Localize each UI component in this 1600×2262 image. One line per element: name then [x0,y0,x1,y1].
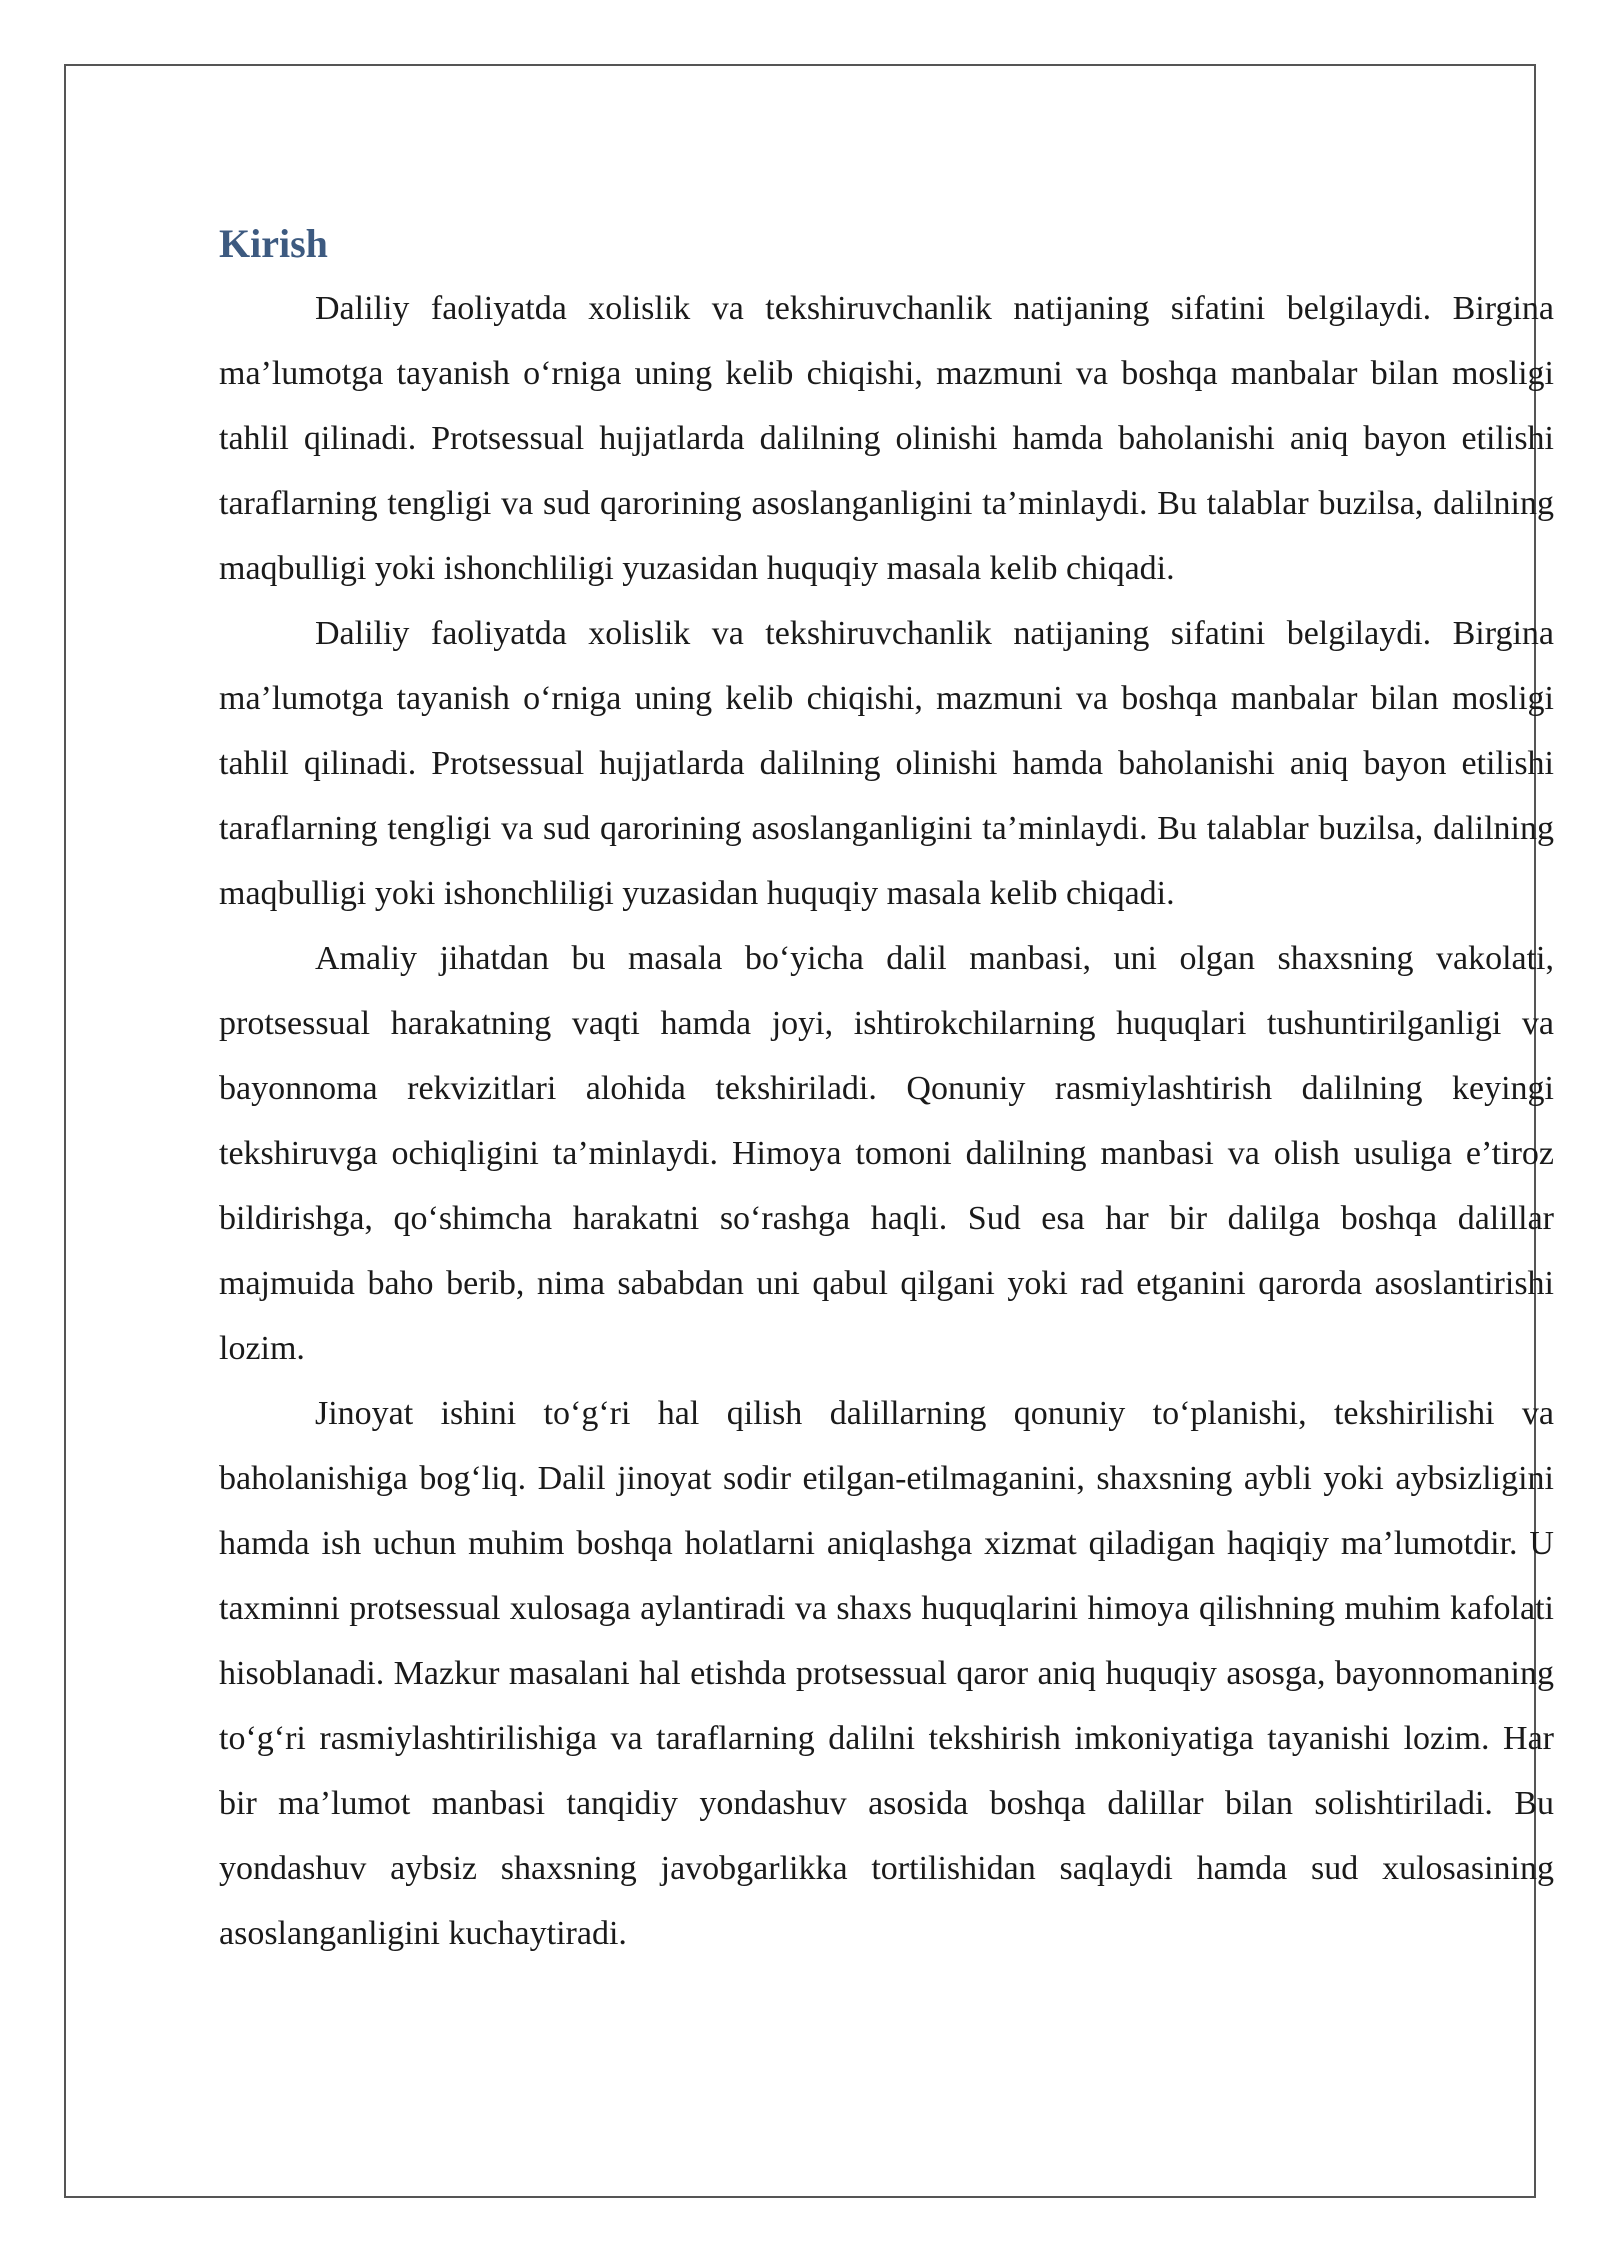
paragraph-1: Daliliy faoliyatda xolislik va tekshiruvchanlik natijaning sifatini belgilaydi. Birgina ma’lumotga tayanish o‘rniga uning kelib chiqishi, mazmuni va boshqa manbalar bilan mosligi tahlil qilinadi. Protsessual hujjatlarda dalilning olinishi hamda baholanishi aniq bayon etilishi taraflarning tengligi va sud qarorining asoslanganligini ta’minlaydi. Bu talablar buzilsa, dalilning maqbulligi yoki ishonchliligi yuzasidan huquqiy masala kelib chiqadi. [219,290,1554,587]
document-body [219,216,1554,1966]
paragraph-4: Jinoyat ishini to‘g‘ri hal qilish dalillarning qonuniy to‘planishi, tekshirilishi va baholanishiga bog‘liq. Dalil jinoyat sodir etilgan-etilmaganini, shaxsning aybli yoki aybsizligini hamda ish uchun muhim boshqa holatlarni aniqlashga xizmat qiladigan haqiqiy ma’lumotdir. U taxminni protsessual xulosaga aylantiradi va shaxs huquqlarini himoya qilishning muhim kafolati hisoblanadi. Mazkur masalani hal etishda protsessual qaror aniq huquqiy asosga, bayonnomaning to‘g‘ri rasmiylashtirilishiga va taraflarning dalilni tekshirish imkoniyatiga tayanishi lozim. Har bir ma’lumot manbasi tanqidiy yondashuv asosida boshqa dalillar bilan solishtiriladi. Bu yondashuv aybsiz shaxsning javobgarlikka tortilishidan saqlaydi hamda sud xulosasining asoslanganligini kuchaytiradi. [219,1395,1554,1952]
paragraph-2: Daliliy faoliyatda xolislik va tekshiruvchanlik natijaning sifatini belgilaydi. Birgina ma’lumotga tayanish o‘rniga uning kelib chiqishi, mazmuni va boshqa manbalar bilan mosligi tahlil qilinadi. Protsessual hujjatlarda dalilning olinishi hamda baholanishi aniq bayon etilishi taraflarning tengligi va sud qarorining asoslanganligini ta’minlaydi. Bu talablar buzilsa, dalilning maqbulligi yoki ishonchliligi yuzasidan huquqiy masala kelib chiqadi. [219,615,1554,912]
section-heading: Kirish [219,221,328,266]
page-frame [64,64,1554,2198]
paragraph-3: Amaliy jihatdan bu masala bo‘yicha dalil manbasi, uni olgan shaxsning vakolati, protsessual harakatning vaqti hamda joyi, ishtirokchilarning huquqlari tushuntirilganligi va bayonnoma rekvizitlari alohida tekshiriladi. Qonuniy rasmiylashtirish dalilning keyingi tekshiruvga ochiqligini ta’minlaydi. Himoya tomoni dalilning manbasi va olish usuliga e’tiroz bildirishga, qo‘shimcha harakatni so‘rashga haqli. Sud esa har bir dalilga boshqa dalillar majmuida baho berib, nima sababdan uni qabul qilgani yoki rad etganini qarorda asoslantirishi lozim. [219,940,1554,1367]
